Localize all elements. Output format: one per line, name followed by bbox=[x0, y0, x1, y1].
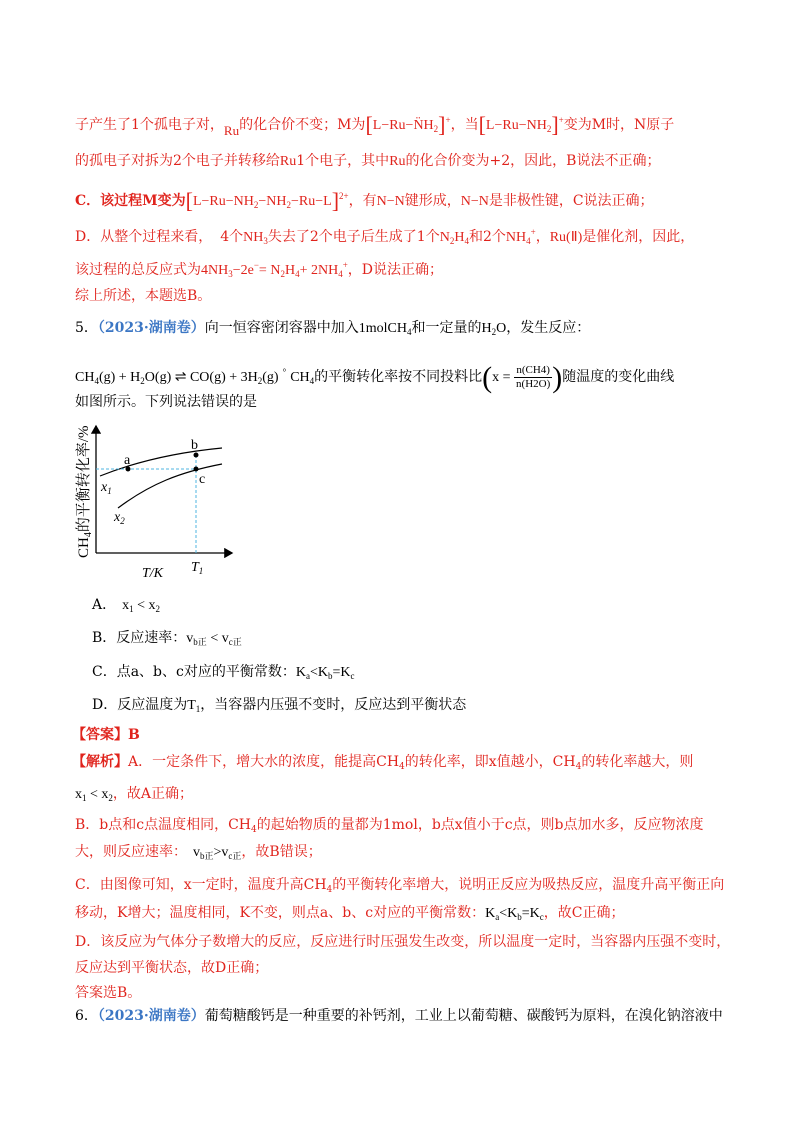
text-line-2: 的孤电子对拆为2个电子并转移给Ru1个电子，其中Ru的化合价变为+2，因此，B说法不正确； bbox=[75, 153, 661, 169]
question-5-stem-end: 如图所示。下列说法错误的是 bbox=[75, 394, 257, 410]
explain-line-5: C．由图像可知，x一定时，温度升高$CH_4$的平衡转化率增大，说明正反应为吸热反应，温度升高平衡正向 bbox=[75, 877, 725, 895]
text-line-3: C．该过程M变为$[L-Ru-NH_2-NH_2-Ru-L]^{2+}$，有N−N键形成，N−N是非极性键，C说法正确； bbox=[75, 188, 654, 213]
explain-line-7: D．该反应为气体分子数增大的反应，反应进行时压强发生改变，所以温度一定时，当容器内压强不变时， bbox=[75, 934, 731, 950]
point-b-label: b bbox=[191, 438, 198, 453]
text-line-6: 综上所述，本题选B。 bbox=[75, 288, 212, 304]
explain-line-2: $x_1 < x_2$，故A正确； bbox=[75, 786, 194, 803]
explain-line-1: 【解析】A．一定条件下，增大水的浓度，能提高$CH_4$的转化率，即x值越小，$CH_4$的转化率越大，则 bbox=[72, 754, 694, 772]
question-5-stem: 5．（2023·湖南卷）向一恒容密闭容器中加入1molCH$_4$和一定量的$H_2O$，发生反应： bbox=[75, 320, 591, 337]
question-5-equation: $CH_4(g) + H_2O(g)$ ⇌ $CO(g) + 3H_2(g)$ ° $CH_4$的平衡转化率按不同投料比(x = $\frac{n(CH4)}{n(H2O)}$ )随温度的变化曲线 bbox=[75, 361, 675, 394]
series-x1-label: $x_1$ bbox=[101, 480, 112, 496]
point-c-label: c bbox=[199, 472, 206, 487]
t1-label: $T_1$ bbox=[191, 560, 204, 576]
explain-line-3: B．b点和c点温度相同，$CH_4$的起始物质的量都为1mol，b点x值小于c点，则b点加水多，反应物浓度 bbox=[75, 817, 704, 835]
option-b: B．反应速率：$v_{b正} < v_{c正}$ bbox=[92, 630, 242, 647]
series-x2-curve bbox=[118, 464, 222, 508]
option-a: A． $x_1 < x_2$ bbox=[92, 597, 161, 614]
x-axis-label: T/K bbox=[142, 566, 164, 581]
text-line-5: 该过程的总反应式为$4NH_3-2e^-= N_2H_4+ 2NH_4^+$，D说法正确； bbox=[75, 260, 443, 279]
text-line-1: 子产生了1个孤电子对，Ru的化合价不变；M为$[L-Ru-N̈H_2]^+$，当$[L-Ru-NH_2]^+$变为M时，N原子 bbox=[75, 112, 675, 138]
question-6-stem: 6．（2023·湖南卷）葡萄糖酸钙是一种重要的补钙剂，工业上以葡萄糖、碳酸钙为原料，在溴化钠溶液中 bbox=[75, 1008, 723, 1024]
point-b bbox=[194, 453, 199, 458]
explain-line-9: 答案选B。 bbox=[75, 985, 142, 1001]
explain-line-6: 移动，K增大；温度相同，K不变，则点a、b、c对应的平衡常数：$K_a<K_b=K_c$，故C正确； bbox=[75, 905, 625, 922]
option-c: C．点a、b、c对应的平衡常数：$K_a<K_b=K_c$ bbox=[92, 664, 355, 681]
series-x2-label: $x_2$ bbox=[114, 510, 125, 526]
point-c bbox=[194, 467, 199, 472]
text-line-4: D．从整个过程来看， 4个$NH_3$失去了2个电子后生成了1个$N_2H_4$和2个$NH_4^+$，Ru(Ⅱ)是催化剂，因此， bbox=[75, 227, 695, 246]
conversion-chart bbox=[70, 418, 240, 583]
answer: 【答案】B bbox=[72, 727, 140, 743]
point-a-label: a bbox=[124, 453, 131, 468]
option-d: D．反应温度为$T_1$，当容器内压强不变时，反应达到平衡状态 bbox=[92, 697, 467, 714]
explain-line-4: 大，则反应速率： $v_{b正}>v_{c正}$，故B错误； bbox=[75, 844, 322, 861]
y-axis-label: $CH_4$的平衡转化率/% bbox=[76, 425, 94, 558]
explain-line-8: 反应达到平衡状态，故D正确； bbox=[75, 960, 269, 976]
